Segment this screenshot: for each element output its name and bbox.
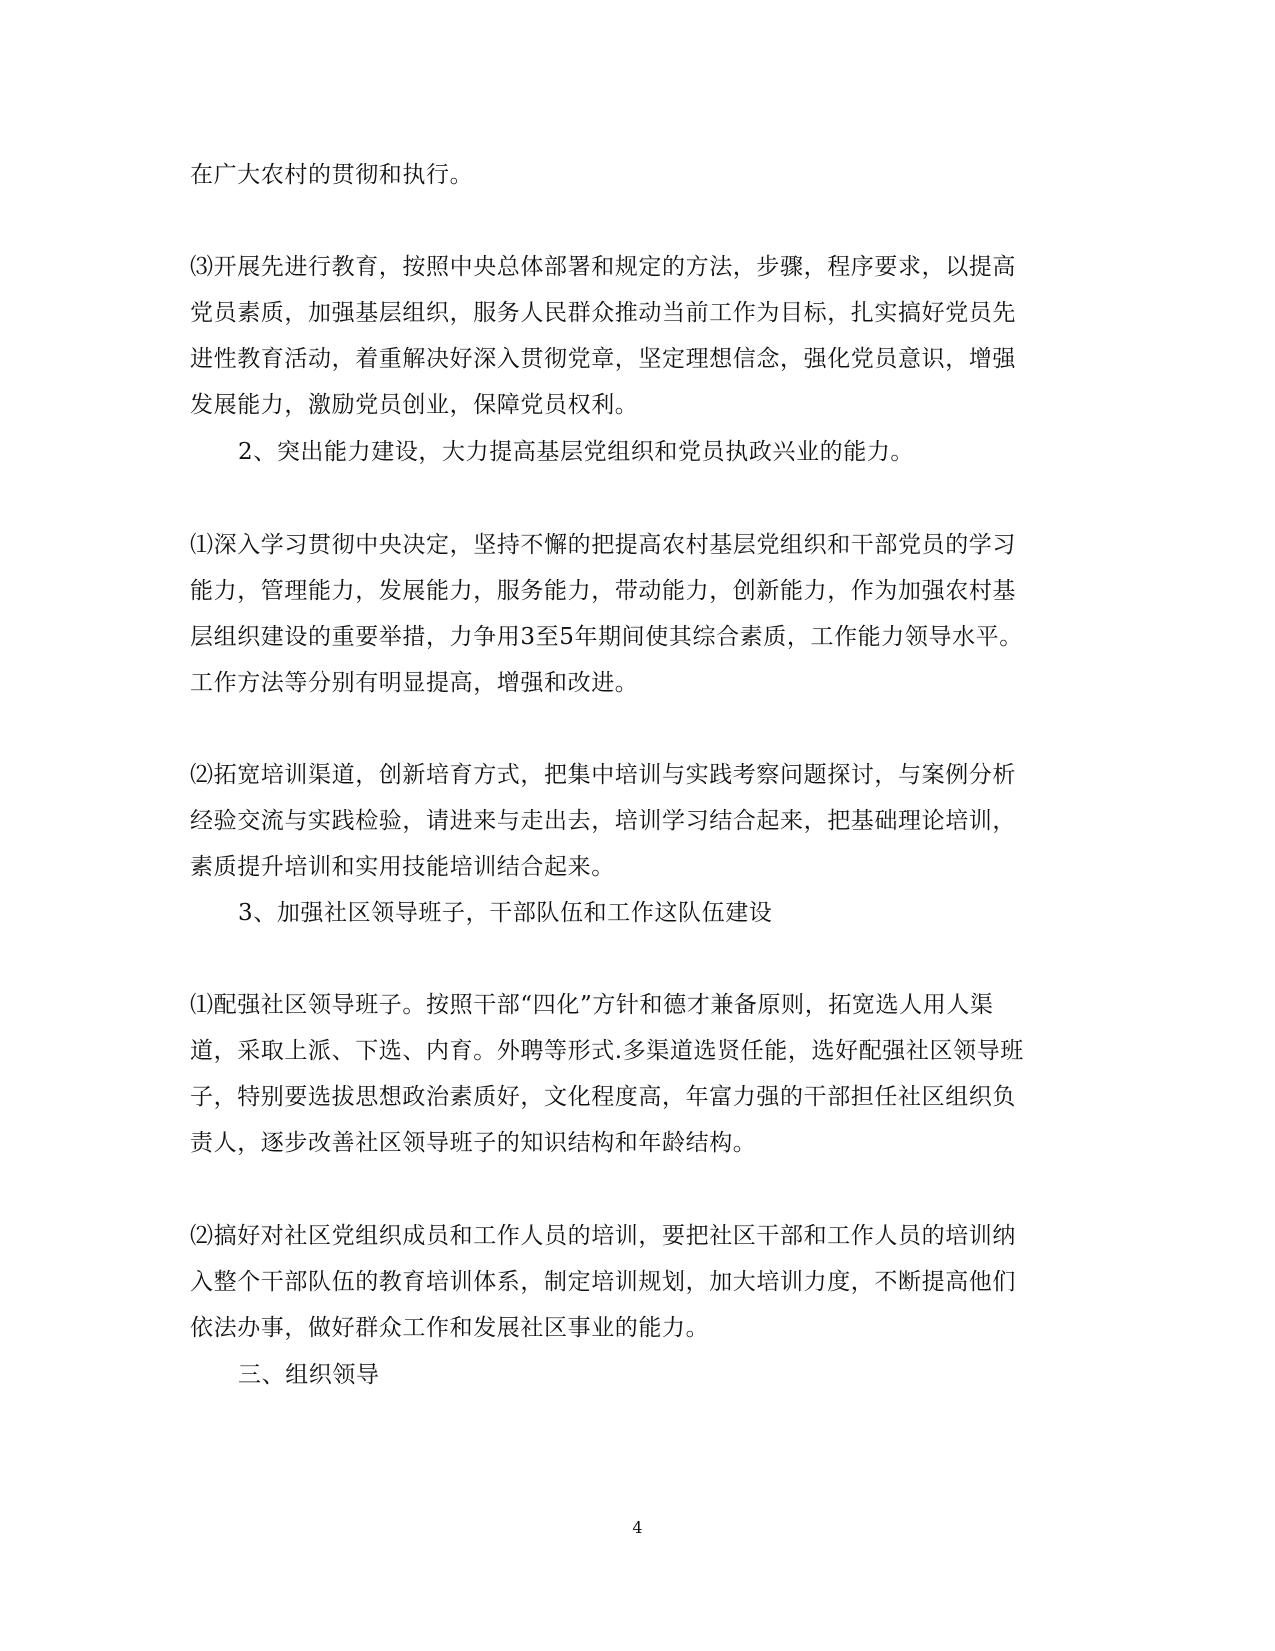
text-line: 进性教育活动，着重解决好深入贯彻党章，坚定理想信念，强化党员意识，增强	[190, 346, 1016, 372]
text-line: 子，特别要选拔思想政治素质好，文化程度高，年富力强的干部担任社区组织负	[190, 1084, 1016, 1110]
section-heading: 三、组织领导	[238, 1362, 380, 1388]
text-line: 依法办事，做好群众工作和发展社区事业的能力。	[190, 1315, 710, 1341]
text-line: 发展能力，激励党员创业，保障党员权利。	[190, 392, 639, 418]
text-line: ⑵搞好对社区党组织成员和工作人员的培训，要把社区干部和工作人员的培训纳	[190, 1223, 1016, 1249]
section-heading: 3、加强社区领导班子，干部队伍和工作这队伍建设	[238, 900, 773, 926]
text-line: 入整个干部队伍的教育培训体系，制定培训规划，加大培训力度，不断提高他们	[190, 1269, 1016, 1295]
page-number: 4	[632, 1518, 643, 1537]
text-line: 责人，逐步改善社区领导班子的知识结构和年龄结构。	[190, 1130, 757, 1156]
text-line: 在广大农村的贯彻和执行。	[190, 162, 474, 188]
text-line: 能力，管理能力，发展能力，服务能力，带动能力，创新能力，作为加强农村基	[190, 578, 1016, 604]
section-heading: 2、突出能力建设，大力提高基层党组织和党员执政兴业的能力。	[238, 439, 915, 465]
text-line: 工作方法等分别有明显提高，增强和改进。	[190, 670, 639, 696]
text-line: ⑴配强社区领导班子。按照干部“四化”方针和德才兼备原则，拓宽选人用人渠	[190, 992, 994, 1018]
text-line: ⑶开展先进行教育，按照中央总体部署和规定的方法，步骤，程序要求，以提高	[190, 254, 1016, 280]
text-line: 层组织建设的重要举措，力争用3至5年期间使其综合素质，工作能力领导水平。	[190, 624, 1023, 650]
text-line: 道，采取上派、下选、内育。外聘等形式.多渠道选贤任能，选好配强社区领导班	[190, 1038, 1024, 1064]
text-line: ⑴深入学习贯彻中央决定，坚持不懈的把提高农村基层党组织和干部党员的学习	[190, 532, 1016, 558]
text-line: 经验交流与实践检验，请进来与走出去，培训学习结合起来，把基础理论培训，	[190, 808, 1016, 834]
text-line: ⑵拓宽培训渠道，创新培育方式，把集中培训与实践考察问题探讨，与案例分析	[190, 762, 1016, 788]
text-line: 素质提升培训和实用技能培训结合起来。	[190, 854, 615, 880]
text-line: 党员素质，加强基层组织，服务人民群众推动当前工作为目标，扎实搞好党员先	[190, 300, 1016, 326]
